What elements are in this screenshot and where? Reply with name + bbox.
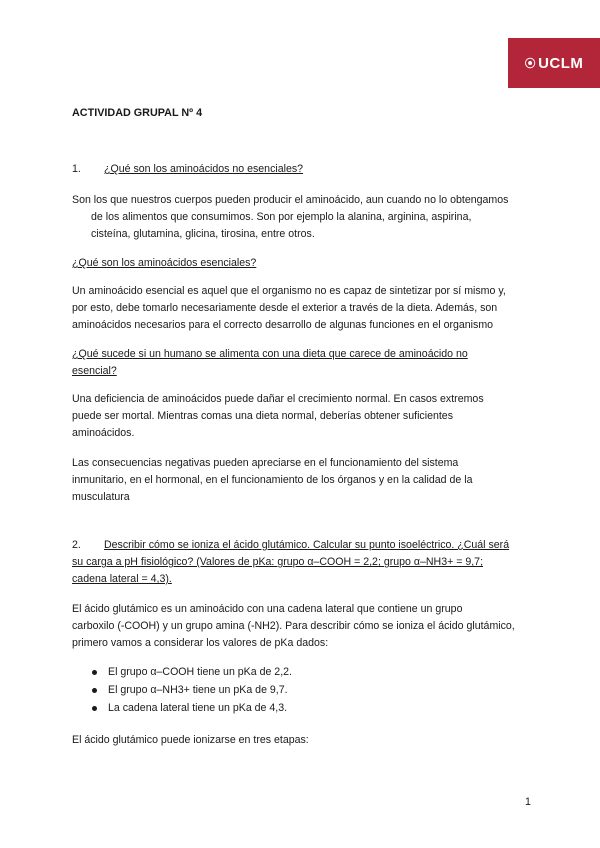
question-1c-line: esencial? <box>72 365 117 377</box>
uclm-logo <box>508 38 600 88</box>
answer-2-line: El ácido glutámico es un aminoácido con una cadena lateral que contiene un grupo <box>72 603 463 615</box>
bullet-item: La cadena lateral tiene un pKa de 4,3. <box>108 702 288 714</box>
question-1b: ¿Qué son los aminoácidos esenciales? <box>72 257 257 269</box>
question-1 <box>72 160 303 178</box>
bullet-dot-icon <box>92 706 97 711</box>
answer-1c-para2-line: musculatura <box>72 491 130 503</box>
answer-1c-line: aminoácidos. <box>72 427 135 439</box>
bullet-dot-icon <box>92 688 97 693</box>
answer-2-line: carboxilo (-COOH) y un grupo amina (-NH2). Para describir cómo se ioniza el ácido glutámico, <box>72 620 515 632</box>
question-2-line <box>72 536 509 554</box>
answer-1-line: Son los que nuestros cuerpos pueden producir el aminoácido, aun cuando no lo obtengamos <box>72 194 509 206</box>
page-number: 1 <box>525 796 531 808</box>
answer-1c-para2-line: inmunitario, en el hormonal, en el funcionamiento de los órganos y en la calidad de la <box>72 474 473 486</box>
answer-1b-line: Un aminoácido esencial es aquel que el organismo no es capaz de sintetizar por sí mismo y, <box>72 285 506 297</box>
bullet-item: El grupo α–NH3+ tiene un pKa de 9,7. <box>108 684 288 696</box>
answer-1c-para2-line: Las consecuencias negativas pueden apreciarse en el funcionamiento del sistema <box>72 457 459 469</box>
answer-1-line: cisteína, glutamina, glicina, tirosina, entre otros. <box>91 228 315 240</box>
bullet-dot-icon <box>92 670 97 675</box>
question-2-line: su carga a pH fisiológico? (Valores de pKa: grupo α–COOH = 2,2; grupo α–NH3+ = 9,7; <box>72 556 484 568</box>
question-1-text: ¿Qué son los aminoácidos no esenciales? <box>104 163 304 175</box>
answer-2-line: primero vamos a considerar los valores de pKa dados: <box>72 637 329 649</box>
question-2-line: cadena lateral = 4,3). <box>72 573 172 585</box>
uclm-logo-text: UCLM <box>538 54 584 72</box>
question-1-number: 1. <box>72 163 81 175</box>
answer-1b-line: aminoácidos necesarios para el correcto desarrollo de algunas funciones en el organismo <box>72 319 494 331</box>
bullet-item: El grupo α–COOH tiene un pKa de 2,2. <box>108 666 292 678</box>
answer-2-closing: El ácido glutámico puede ionizarse en tres etapas: <box>72 734 309 746</box>
page-title: ACTIVIDAD GRUPAL Nº 4 <box>72 107 203 119</box>
answer-1c-line: puede ser mortal. Mientras comas una dieta normal, deberías obtener suficientes <box>72 410 453 422</box>
answer-1-line: de los alimentos que consumimos. Son por ejemplo la alanina, arginina, aspirina, <box>91 211 472 223</box>
answer-1b-line: por esto, debe tomarlo necesariamente desde el exterior a través de la dieta. Además, son <box>72 302 498 314</box>
question-1c-line: ¿Qué sucede si un humano se alimenta con una dieta que carece de aminoácido no <box>72 348 468 360</box>
question-2-text: Describir cómo se ioniza el ácido glutámico. Calcular su punto isoeléctrico. ¿Cuál será <box>104 539 510 551</box>
answer-1c-line: Una deficiencia de aminoácidos puede dañar el crecimiento normal. En casos extremos <box>72 393 484 405</box>
question-2-number: 2. <box>72 539 81 551</box>
uclm-mark-icon: ⦿ <box>524 58 537 70</box>
